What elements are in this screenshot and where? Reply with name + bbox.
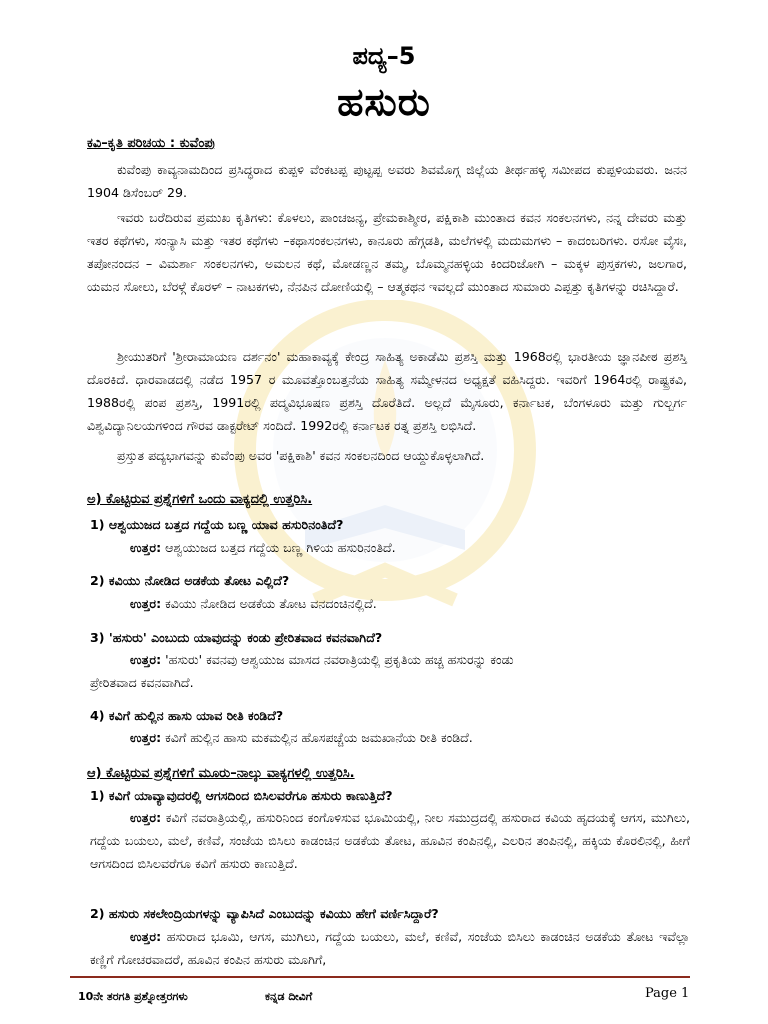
answer-a3 [90, 648, 690, 671]
page-title: ಹಸುರು [337, 80, 431, 124]
answer-text: ಕವಿಯು ನೋಡಿದ ಅಡಕೆಯ ತೋಟ ವನದಂಚಿನಲ್ಲಿದೆ. [165, 596, 377, 611]
answer-text: 'ಹಸುರು' ಕವನವು ಆಶ್ವಯುಜ ಮಾಸದ ನವರಾತ್ರಿಯಲ್ಲಿ ಪ್ರಕೃತಿಯ ಹಚ್ಚ ಹಸುರನ್ನು ಕಂಡು [165, 652, 514, 667]
answer-b1 [90, 806, 690, 875]
section-b-heading: ಆ) ಕೊಟ್ಟಿರುವ ಪ್ರಶ್ನೆಗಳಿಗೆ ಮೂರು–ನಾಲ್ಕು ವಾಕ್ಯಗಳಲ್ಲಿ ಉತ್ತರಿಸಿ. [87, 766, 355, 781]
intro-paragraph-1: ಕುವೆಂಪು ಕಾವ್ಯನಾಮದಿಂದ ಪ್ರಸಿದ್ಧರಾದ ಕುಪ್ಪಳಿ ವೆಂಕಟಪ್ಪ ಪುಟ್ಟಪ್ಪ ಅವರು ಶಿವಮೊಗ್ಗ ಜಿಲ್ಲೆಯ ತೀರ್ಥಹಳ್ಳಿ ಸಮೀಪದ ಕುಪ್ಪಳಿಯವರು. ಜನನ 1904 ಡಿಸೆಂಬರ್ 29. [87, 162, 687, 200]
footer-site: ಕನ್ನಡ ದೀವಿಗೆ [265, 990, 313, 1003]
answer-a2 [90, 592, 690, 615]
question-a4: 4) ಕವಿಗೆ ಹುಲ್ಲಿನ ಹಾಸು ಯಾವ ರೀತಿ ಕಂಡಿದೆ? [90, 708, 284, 723]
intro-paragraph-2: ಇವರು ಬರೆದಿರುವ ಪ್ರಮುಖ ಕೃತಿಗಳು: ಕೊಳಲು, ಪಾಂಚಜನ್ಯ, ಪ್ರೇಮಕಾಶ್ಮೀರ, ಪಕ್ಷಿಕಾಶಿ ಮುಂತಾದ ಕವನ ಸಂಕಲನಗಳು, ನನ್ನ ದೇವರು ಮತ್ತು ಇತರ ಕಥೆಗಳು, ಸಂನ್ಯಾಸಿ ಮತ್ತು ಇತರ ಕಥೆಗಳು –ಕಥಾಸಂಕಲನಗಳು, ಕಾನೂರು ಹೆಗ್ಗಡತಿ, ಮಲೆಗಳಲ್ಲಿ ಮದುಮಗಳು – ಕಾದಂಬರಿಗಳು. ರಸೋ ವೈಸಃ, ತಪೋನಂದನ – ವಿಮರ್ಶಾ ಸಂಕಲನಗಳು, ಅಮಲನ ಕಥೆ, ಮೋಡಣ್ಣನ ತಮ್ಮ, ಬೊಮ್ಮನಹಳ್ಳಿಯ ಕಿಂದರಿಜೋಗಿ – ಮಕ್ಕಳ ಪುಸ್ತಕಗಳು, ಜಲಗಾರ, ಯಮನ ಸೋಲು, ಬೆರಳ್ಗೆ ಕೊರಳ್ – ನಾಟಕಗಳು, ನೆನಪಿನ ದೋಣಿಯಲ್ಲಿ – ಆತ್ಮಕಥನ ಇವಲ್ಲದೆ ಮುಂತಾದ ಸುಮಾರು ಎಪ್ಪತ್ತು ಕೃತಿಗಳನ್ನು ರಚಿಸಿದ್ದಾರೆ. [87, 210, 687, 294]
answer-label: ಉತ್ತರ: [130, 540, 162, 555]
intro-heading: ಕವಿ–ಕೃತಿ ಪರಿಚಯ : ಕುವೆಂಪು [87, 136, 215, 151]
answer-label: ಉತ್ತರ: [130, 929, 162, 944]
answer-text: ಹಸುರಾದ ಭೂಮಿ, ಆಗಸ, ಮುಗಿಲು, ಗದ್ದೆಯ ಬಯಲು, ಮಲೆ, ಕಣಿವೆ, ಸಂಜೆಯ ಬಿಸಿಲು ಕಾಡಂಚಿನ ಅಡಕೆಯ ತೋಟ ಇವೆಲ್ಲಾ ಕಣ್ಣಿಗೆ ಗೋಚರವಾದರೆ, ಹೂವಿನ ಕಂಪಿನ ಹಸುರು ಮೂಗಿಗೆ, [90, 929, 690, 967]
section-a-heading: ಅ) ಕೊಟ್ಟಿರುವ ಪ್ರಶ್ನೆಗಳಿಗೆ ಒಂದು ವಾಕ್ಯದಲ್ಲಿ ಉತ್ತರಿಸಿ. [87, 492, 313, 507]
answer-text: ಕವಿಗೆ ನವರಾತ್ರಿಯಲ್ಲಿ, ಹಸುರಿನಿಂದ ಕಂಗೊಳಿಸುವ ಭೂಮಿಯಲ್ಲಿ, ನೀಲ ಸಮುದ್ರದಲ್ಲಿ ಹಸುರಾದ ಕವಿಯ ಹೃದಯಕ್ಕೆ ಆಗಸ, ಮುಗಿಲು, ಗದ್ದೆಯ ಬಯಲು, ಮಲೆ, ಕಣಿವೆ, ಸಂಜೆಯ ಬಿಸಿಲು ಕಾಡಂಚಿನ ಅಡಕೆಯ ತೋಟ, ಹೂವಿನ ಕಂಪಿನಲ್ಲಿ, ಎಲರಿನ ತಂಪಿನಲ್ಲಿ, ಹಕ್ಕಿಯ ಕೊರಲಿನಲ್ಲಿ, ಹೀಗೆ ಆಗಸದಿಂದ ಬಿಸಿಲವರೆಗೂ ಕವಿಗೆ ಹಸುರು ಕಾಣುತ್ತಿದೆ. [90, 810, 690, 871]
page-number: Page 1 [645, 986, 690, 1001]
answer-text: ಕವಿಗೆ ಹುಲ್ಲಿನ ಹಾಸು ಮಕಮಲ್ಲಿನ ಹೊಸಪಚ್ಚೆಯ ಜಮಖಾನೆಯ ರೀತಿ ಕಂಡಿದೆ. [165, 730, 473, 745]
answer-label: ಉತ್ತರ: [130, 730, 162, 745]
answer-label: ಉತ್ತರ: [130, 596, 162, 611]
question-b1: 1) ಕವಿಗೆ ಯಾವ್ಯಾವುದರಲ್ಲಿ ಆಗಸದಿಂದ ಬಿಸಿಲವರೆಗೂ ಹಸುರು ಕಾಣುತ್ತಿದೆ? [90, 788, 393, 803]
lesson-number: ಪದ್ಯ–5 [352, 42, 416, 70]
intro-paragraph-3: ಶ್ರೀಯುತರಿಗೆ 'ಶ್ರೀರಾಮಾಯಣ ದರ್ಶನಂ' ಮಹಾಕಾವ್ಯಕ್ಕೆ ಕೇಂದ್ರ ಸಾಹಿತ್ಯ ಅಕಾಡೆಮಿ ಪ್ರಶಸ್ತಿ ಮತ್ತು 1968ರಲ್ಲಿ ಭಾರತೀಯ ಜ್ಞಾನಪೀಠ ಪ್ರಶಸ್ತಿ ದೊರಕಿದೆ. ಧಾರವಾಡದಲ್ಲಿ ನಡೆದ 1957 ರ ಮೂವತ್ತೊಂಬತ್ತನೆಯ ಸಾಹಿತ್ಯ ಸಮ್ಮೇಳನದ ಅಧ್ಯಕ್ಷತೆ ವಹಿಸಿದ್ದರು. ಇವರಿಗೆ 1964ರಲ್ಲಿ ರಾಷ್ಟ್ರಕವಿ, 1988ರಲ್ಲಿ ಪಂಪ ಪ್ರಶಸ್ತಿ, 1991ರಲ್ಲಿ ಪದ್ಮವಿಭೂಷಣ ಪ್ರಶಸ್ತಿ ದೊರೆತಿದೆ. ಅಲ್ಲದೆ ಮೈಸೂರು, ಕರ್ನಾಟಕ, ಬೆಂಗಳೂರು ಮತ್ತು ಗುಲ್ಬರ್ಗ ವಿಶ್ವವಿದ್ಯಾನಿಲಯಗಳಿಂದ ಗೌರವ ಡಾಕ್ಟರೇಟ್ ಸಂದಿದೆ. 1992ರಲ್ಲಿ ಕರ್ನಾಟಕ ರತ್ನ ಪ್ರಶಸ್ತಿ ಲಭಿಸಿದೆ. [87, 349, 687, 433]
intro-paragraph-4: ಪ್ರಸ್ತುತ ಪದ್ಯಭಾಗವನ್ನು ಕುವೆಂಪು ಅವರ 'ಪಕ್ಷಿಕಾಶಿ' ಕವನ ಸಂಕಲನದಿಂದ ಆಯ್ದುಕೊಳ್ಳಲಾಗಿದೆ. [117, 448, 485, 463]
footer-course: 10ನೇ ತರಗತಿ ಪ್ರಶ್ನೋತ್ತರಗಳು [78, 990, 188, 1003]
footer-rule [70, 976, 690, 978]
answer-a4 [90, 726, 690, 749]
answer-a3-continued: ಪ್ರೇರಿತವಾದ ಕವನವಾಗಿದೆ. [90, 675, 194, 690]
question-a2: 2) ಕವಿಯು ನೋಡಿದ ಅಡಕೆಯ ತೋಟ ಎಲ್ಲಿದೆ? [90, 573, 290, 588]
answer-b2 [90, 925, 690, 971]
answer-a1 [90, 536, 690, 559]
question-b2: 2) ಹಸುರು ಸಕಲೇಂದ್ರಿಯಗಳನ್ನು ವ್ಯಾಪಿಸಿದೆ ಎಂಬುದನ್ನು ಕವಿಯು ಹೇಗೆ ವರ್ಣಿಸಿದ್ದಾರೆ? [90, 906, 439, 921]
answer-label: ಉತ್ತರ: [130, 810, 162, 825]
answer-text: ಆಶ್ವಯುಜದ ಬತ್ತದ ಗದ್ದೆಯ ಬಣ್ಣ ಗಿಳಿಯ ಹಸುರಿನಂತಿದೆ. [165, 540, 396, 555]
question-a3: 3) 'ಹಸುರು' ಎಂಬುದು ಯಾವುದನ್ನು ಕಂಡು ಪ್ರೇರಿತವಾದ ಕವನವಾಗಿದೆ? [90, 630, 383, 645]
answer-label: ಉತ್ತರ: [130, 652, 162, 667]
question-a1: 1) ಆಶ್ವಯುಜದ ಬತ್ತದ ಗದ್ದೆಯ ಬಣ್ಣ ಯಾವ ಹಸುರಿನಂತಿದೆ? [90, 517, 344, 532]
